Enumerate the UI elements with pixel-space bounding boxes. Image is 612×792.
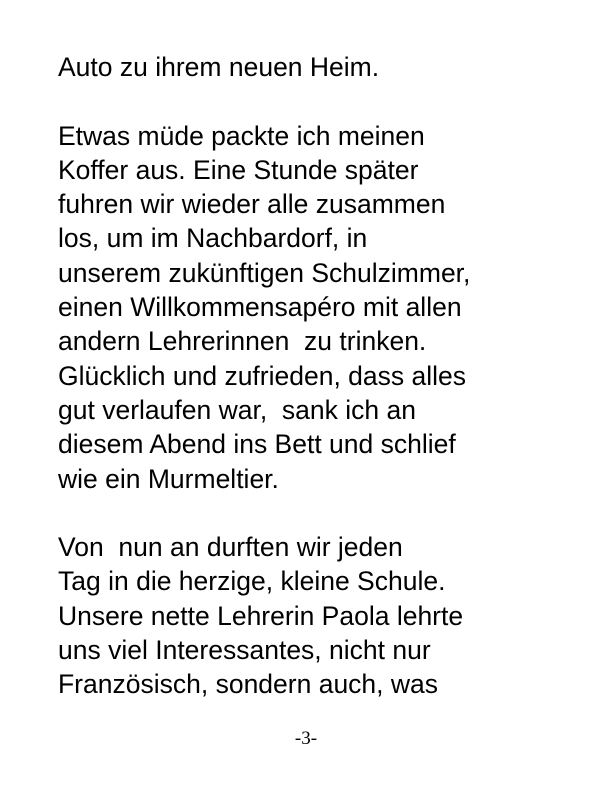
- text-line: Auto zu ihrem neuen Heim.: [58, 52, 380, 82]
- text-line: Glücklich und zufrieden, dass alles: [58, 360, 467, 391]
- paragraph-spacer: [58, 496, 598, 530]
- paragraph-1: [58, 50, 598, 84]
- text-line: Etwas müde packte ich meinen: [58, 120, 425, 151]
- text-line: andern Lehrerinnen zu trinken.: [58, 326, 427, 357]
- text-line: einen Willkommensapéro mit allen: [58, 292, 462, 323]
- text-line: Von nun an durften wir jeden: [58, 532, 403, 563]
- text-line: uns viel Interessantes, nicht nur: [58, 635, 431, 666]
- page-number: -3-: [294, 728, 318, 749]
- text-line: Tag in die herzige, kleine Schule.: [58, 566, 446, 597]
- text-line: los, um im Nachbardorf, in: [58, 223, 368, 254]
- paragraph-2: [58, 119, 598, 496]
- text-line: gut verlaufen war, sank ich an: [58, 394, 416, 425]
- text-line: unserem zukünftigen Schulzimmer,: [58, 257, 471, 288]
- text-line: Französisch, sondern auch, was: [58, 669, 439, 700]
- text-line: diesem Abend ins Bett und schlief: [58, 429, 456, 460]
- text-line: Koffer aus. Eine Stunde später: [58, 154, 419, 185]
- text-line: fuhren wir wieder alle zusammen: [58, 189, 446, 220]
- paragraph-3: [58, 530, 598, 701]
- text-line: wie ein Murmeltier.: [58, 463, 279, 494]
- body-text: [58, 50, 598, 702]
- text-line: Unsere nette Lehrerin Paola lehrte: [58, 600, 464, 631]
- paragraph-spacer: [58, 84, 598, 118]
